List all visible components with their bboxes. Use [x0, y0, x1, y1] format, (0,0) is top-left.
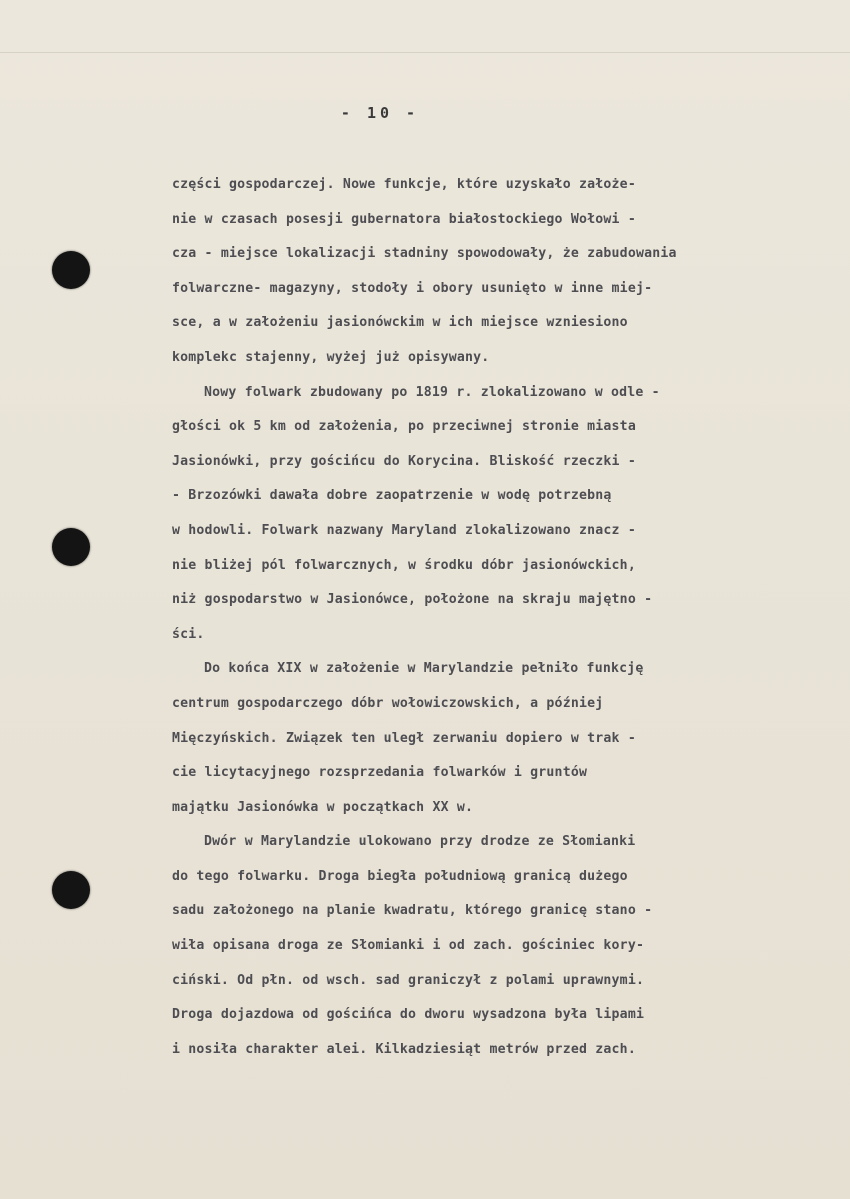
- text-line: wiła opisana droga ze Słomianki i od zach. gościniec kory-: [172, 938, 645, 954]
- page-number: - 10 -: [340, 104, 420, 122]
- text-line: nie bliżej pól folwarcznych, w środku dóbr jasionówckich,: [172, 557, 636, 573]
- text-line: centrum gospodarczego dóbr wołowiczowskich, a później: [172, 695, 604, 711]
- text-line: folwarczne- magazyny, stodoły i obory usunięto w inne miej-: [172, 280, 653, 296]
- text-line: ści.: [172, 626, 205, 642]
- text-line: Jasionówki, przy gościńcu do Korycina. Bliskość rzeczki -: [172, 453, 636, 469]
- text-line: sce, a w założeniu jasionówckim w ich miejsce wzniesiono: [172, 315, 628, 331]
- text-line: w hodowli. Folwark nazwany Maryland zlokalizowano znacz -: [172, 522, 636, 538]
- text-line: Droga dojazdowa od gościńca do dworu wysadzona była lipami: [172, 1007, 645, 1023]
- paper-fold-line: [0, 52, 850, 53]
- text-line: Dwór w Marylandzie ulokowano przy drodze ze Słomianki: [204, 834, 636, 850]
- text-line: nie w czasach posesji gubernatora białostockiego Wołowi -: [172, 211, 636, 227]
- text-line: i nosiła charakter alei. Kilkadziesiąt metrów przed zach.: [172, 1041, 636, 1057]
- text-line: niż gospodarstwo w Jasionówce, położone na skraju majętno -: [172, 592, 653, 608]
- text-line: majątku Jasionówka w początkach XX w.: [172, 799, 474, 815]
- text-line: Do końca XIX w założenie w Marylandzie pełniło funkcję: [204, 661, 644, 677]
- typed-text-body: [172, 172, 812, 1071]
- text-line: komplekс stajenny, wyżej już opisywany.: [172, 349, 490, 365]
- text-line: części gospodarczej. Nowe funkcje, które uzyskało założe-: [172, 177, 636, 192]
- punch-hole-bottom: [52, 871, 90, 909]
- text-line: ciński. Od płn. od wsch. sad graniczył z polami uprawnymi.: [172, 972, 645, 988]
- text-line: do tego folwarku. Droga biegła południową granicą dużego: [172, 868, 628, 884]
- text-line: głości ok 5 km od założenia, po przeciwnej stronie miasta: [172, 419, 636, 435]
- punch-hole-middle: [52, 528, 90, 566]
- text-line: sadu założonego na planie kwadratu, którego granicę stano -: [172, 903, 653, 919]
- punch-hole-top: [52, 251, 90, 289]
- text-line: Mięczyńskich. Związek ten uległ zerwaniu dopiero w trak -: [172, 730, 636, 746]
- text-line: Nowy folwark zbudowany po 1819 r. zlokalizowano w odle -: [204, 384, 660, 400]
- text-line: cie licytacyjnego rozsprzedania folwarków i gruntów: [172, 765, 588, 781]
- text-line: - Brzozówki dawała dobre zaopatrzenie w wodę potrzebną: [172, 488, 612, 504]
- text-line: cza - miejsce lokalizacji stadniny spowodowały, że zabudowania: [172, 246, 677, 262]
